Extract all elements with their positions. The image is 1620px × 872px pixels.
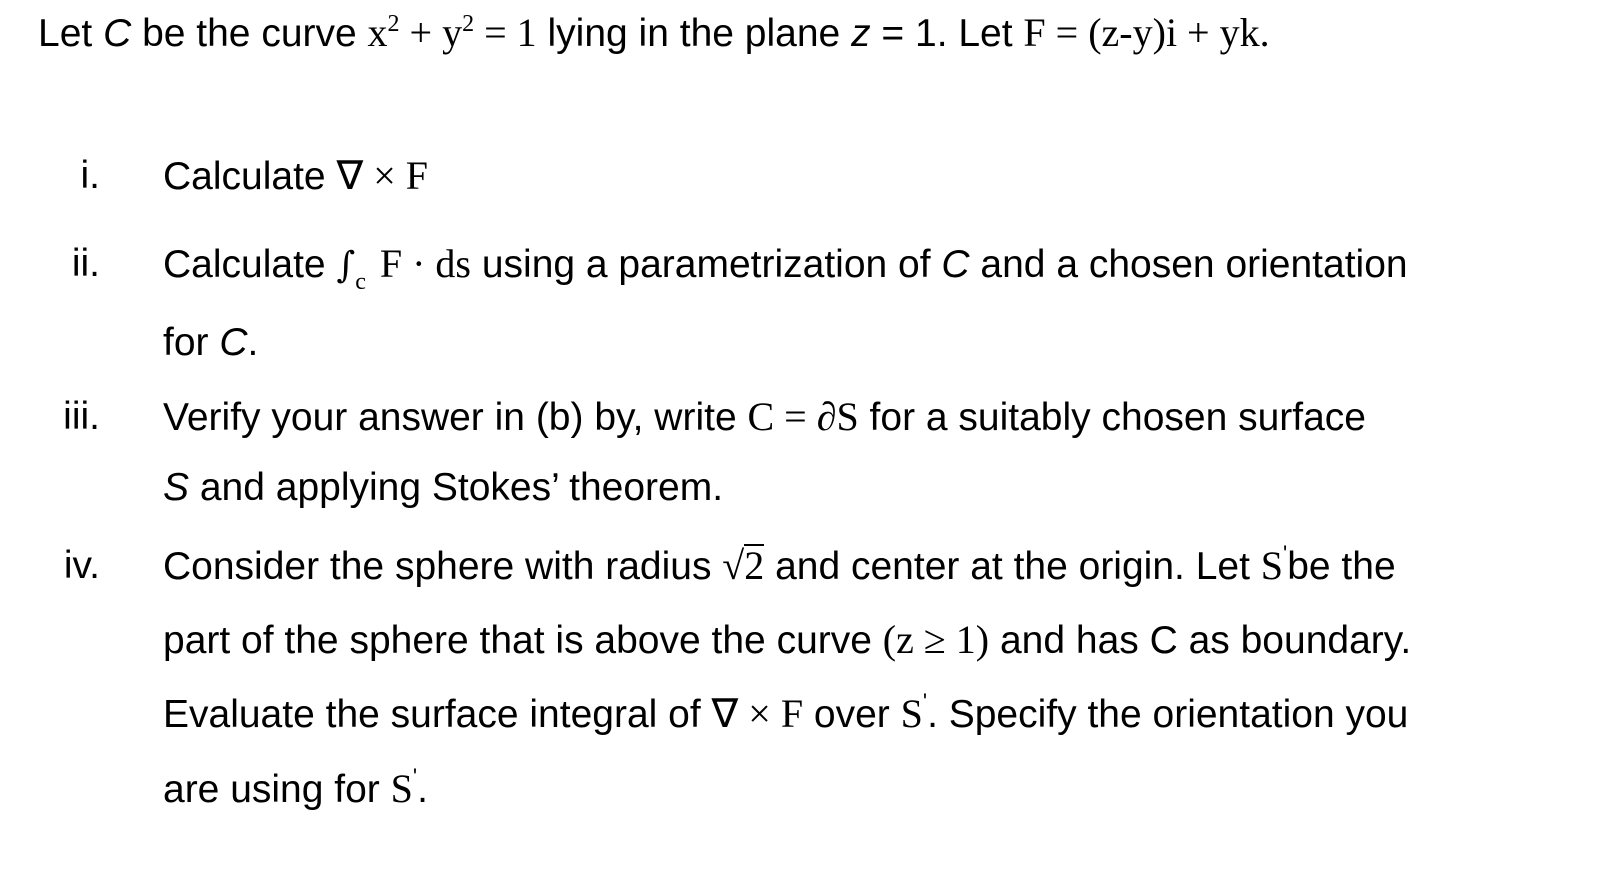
- item-text: be the: [1287, 545, 1396, 588]
- item-text: and a chosen orientation: [969, 243, 1408, 286]
- item-numeral: iv.: [63, 544, 100, 587]
- line-integral-expression: F · ds: [379, 241, 471, 286]
- item-text: .: [417, 768, 428, 811]
- intro-text: be the curve: [131, 12, 368, 55]
- item-text: and center at the origin. Let: [764, 545, 1261, 588]
- vector-field-F: F = (z-y)i + yk: [1023, 10, 1260, 55]
- item-iii-line-1: [163, 393, 1366, 442]
- item-numeral: ii.: [71, 242, 100, 285]
- radicand: 2: [744, 543, 765, 588]
- curl-expression: ∇ × F: [711, 691, 804, 736]
- intro-text: lying in the plane: [536, 12, 852, 55]
- problem-intro: [38, 9, 1270, 63]
- intro-text: Let: [38, 12, 104, 55]
- item-ii-line-1: [163, 240, 1408, 294]
- sqrt-symbol: √: [722, 543, 745, 588]
- surface-symbol: S: [900, 691, 923, 736]
- item-text: over: [803, 693, 901, 736]
- sqrt-expression: [722, 543, 764, 588]
- item-text: for a suitably chosen surface: [858, 396, 1366, 439]
- item-text: Calculate: [163, 155, 337, 198]
- item-text: . Specify the orientation you: [927, 693, 1409, 736]
- prime-mark: ': [412, 764, 418, 789]
- item-numeral: i.: [80, 154, 100, 197]
- item-text: using a parametrization of: [471, 243, 942, 286]
- item-iii-line-2: [163, 464, 723, 512]
- curve-symbol: C: [941, 243, 970, 286]
- item-text: and applying Stokes’ theorem.: [189, 466, 724, 509]
- item-text: part of the sphere that is above the curve: [163, 619, 883, 662]
- item-text: .: [247, 321, 259, 364]
- intro-period: .: [1259, 10, 1270, 55]
- item-text: Verify your answer in (b) by, write: [163, 396, 748, 439]
- item-text: for: [163, 321, 220, 364]
- surface-symbol: S: [1260, 543, 1283, 588]
- circle-equation: $x^2 + y^2 = 1$: [367, 10, 537, 55]
- curve-symbol: C: [103, 12, 132, 55]
- surface-symbol: S: [390, 766, 413, 811]
- z-symbol: z: [851, 12, 871, 55]
- curl-expression: ∇ × F: [336, 153, 428, 198]
- item-iv-line-3: [163, 690, 1408, 744]
- item-text: and has C as boundary.: [989, 619, 1412, 662]
- item-numeral: iii.: [63, 395, 100, 438]
- item-i: [163, 152, 428, 201]
- integral-symbol: ∫: [336, 245, 356, 286]
- item-iv-line-1: [163, 542, 1396, 596]
- intro-text: = 1. Let: [870, 12, 1024, 55]
- surface-symbol: S: [163, 466, 190, 509]
- curve-symbol: C: [219, 321, 248, 364]
- prime-mark: ': [922, 689, 928, 714]
- item-iv-line-2: [163, 616, 1411, 665]
- inequality-expression: (z ≥ 1): [882, 617, 990, 662]
- prime-mark: ': [1283, 541, 1288, 566]
- item-iv-line-4: [163, 765, 428, 819]
- item-ii-line-2: [163, 319, 258, 367]
- integral-subscript: c: [355, 269, 366, 295]
- boundary-expression: C = ∂S: [747, 394, 859, 439]
- item-text: Evaluate the surface integral of: [163, 693, 712, 736]
- item-text: Consider the sphere with radius: [163, 545, 723, 588]
- item-text: Calculate: [163, 243, 337, 286]
- item-text: are using for: [163, 768, 391, 811]
